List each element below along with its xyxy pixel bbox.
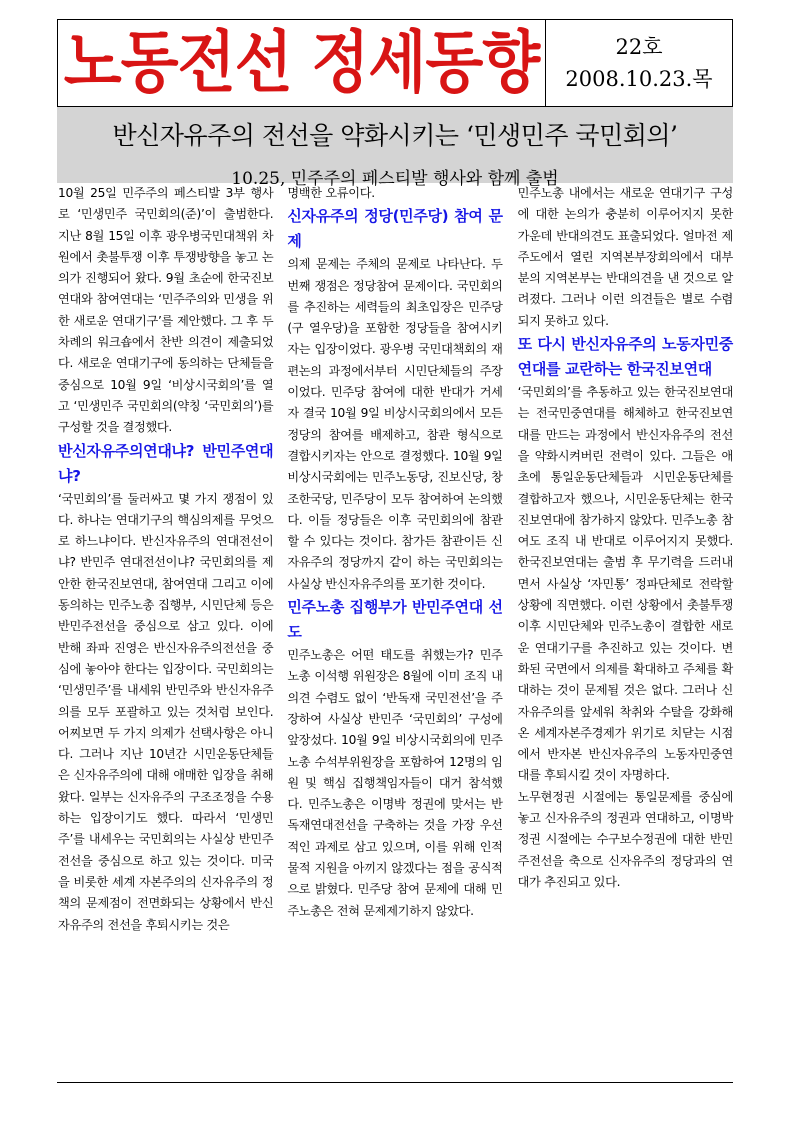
- newsletter-title-text: 노동전선 정세동향: [63, 23, 540, 103]
- issue-info: [546, 20, 732, 106]
- issue-date: 2008.10.23.목: [565, 67, 713, 91]
- paragraph: 10월 25일 민주주의 페스티발 3부 행사로 ‘민생민주 국민회의(준)’이 출범한다. 지난 8월 15일 이후 광우병국민대책위 차원에서 촛불투쟁 이후 투쟁방향을 놓고 논의가 진행되어 왔다. 9월 초순에 한국진보연대와 참여연대는 ‘민주주의와 민생을 위한 새로운 연대기구’를 제안했다. 그 후 두 차례의 워크숍에서 찬반 의견이 제출되었다. 새로운 연대기구에 동의하는 단체들을 중심으로 10월 9일 ‘비상시국회의’를 열고 ‘민생민주 국민회의(약칭 ‘국민회의’)를 구성할 것을 결정했다.: [58, 186, 274, 435]
- paragraph: 의제 문제는 주체의 문제로 나타난다. 두 번째 쟁점은 정당참여 문제이다. 국민회의를 추진하는 세력들의 최초입장은 민주당(구 열우당)을 포함한 정당들을 참여시키자는 입장이었다. 광우병 국민대책회의 재편논의 과정에서부터 시민단체들의 주장이었다. 민주당 참여에 대한 반대가 거세자 결국 10월 9일 비상시국회의에서 모든 정당의 참여를 배제하고, 참관 형식으로 결합시키자는 안으로 결정했다. 10월 9일 비상시국회에는 민주노동당, 진보신당, 창조한국당, 민주당이 모두 참여하여 논의했다. 이들 정당들은 이후 국민회의에 참관할 수 있다는 것이다. 참가든 참관이든 신자유주의 정당까지 같이 하는 국민회의는 사실상 반신자유주의를 포기한 것이다.: [287, 257, 503, 591]
- bottom-rule: [57, 1082, 733, 1083]
- section-heading: 신자유주의 정당(민주당) 참여 문제: [287, 207, 503, 251]
- headline-banner: [57, 107, 733, 189]
- column-3: [518, 183, 733, 936]
- paragraph: 민주노총은 어떤 태도를 취했는가? 민주노총 이석행 위원장은 8월에 이미 조직 내 의견 수렴도 없이 ‘반독재 국민전선’을 주장하여 사실상 반민주 ‘국민회의’ 구성에 앞장섰다. 10월 9일 비상시국회의에 민주노총 수석부위원장을 포함하여 12명의 임원 및 핵심 집행책임자들이 대거 참석했다. 민주노총은 이명박 정권에 맞서는 반독재연대전선을 구축하는 것을 가장 우선적인 과제로 삼고 있으며, 이를 위해 인적 물적 지원을 아끼지 않겠다는 점을 공식적으로 밝혔다. 민주당 참여 문제에 대해 민주노총은 전혀 문제제기하지 않았다.: [287, 648, 503, 918]
- article-body: [57, 183, 733, 936]
- column-1: [58, 183, 273, 936]
- issue-number: 22호: [615, 35, 663, 59]
- paragraph: ‘국민회의’를 추동하고 있는 한국진보연대는 전국민중연대를 해체하고 한국진보연대를 만드는 과정에서 반신자유주의 전선을 약화시켜버린 전력이 있다. 그들은 애초에 통일운동단체들과 시민운동단체를 결합하고자 했으나, 시민운동단체는 한국진보연대에 참가하지 않았다. 민주노총 참여도 조직 내 반대로 이루어지지 못했다. 한국진보연대는 출범 후 무기력을 드러내면서 사실상 ‘자민통’ 정파단체로 전락할 상황에 직면했다. 이런 상황에서 촛불투쟁 이후 시민단체와 민주노총이 결합한 새로운 연대기구를 추진하고 있는 것이다. 변화된 국면에서 의제를 확대하고 주체를 확대하는 것이 문제될 것은 없다. 그러나 신자유주의를 앞세워 착취와 수탈을 강화해 온 세계자본주경제가 위기로 치닫는 시점에서 반자본 반신자유주의 노동자민중연대를 후퇴시킬 것이 자명하다.: [517, 385, 733, 783]
- paragraph: 명백한 오류이다.: [287, 186, 375, 200]
- masthead: [57, 19, 733, 107]
- section-heading: 민주노총 집행부가 반민주연대 선도: [287, 598, 503, 642]
- section-heading: 또 다시 반신자유주의 노동자민중연대를 교란하는 한국진보연대: [517, 335, 733, 379]
- paragraph: 노무현정권 시절에는 통일문제를 중심에 놓고 신자유주의 정권과 연대하고, 이명박정권 시절에는 수구보수정권에 대한 반민주전선을 축으로 신자유주의 정당과의 연대가 추진되고 있다.: [517, 789, 733, 889]
- newsletter-title: [58, 20, 546, 106]
- paragraph: 민주노총 내에서는 새로운 연대기구 구성에 대한 논의가 충분히 이루어지지 못한 가운데 반대의견도 표출되었다. 얼마전 제주도에서 열린 지역본부장회의에서 대부분의 지역본부는 반대의견을 낸 것으로 알려졌다. 그러나 이런 의견들은 별로 수렴되지 못하고 있다.: [517, 186, 733, 328]
- column-2: [287, 183, 502, 936]
- section-heading: 반신자유주의연대냐? 반민주연대냐?: [58, 441, 274, 485]
- article-headline: 반신자유주의 전선을 약화시키는 ‘민생민주 국민회의’: [112, 121, 678, 150]
- article-subheadline: 10.25, 민주주의 페스티발 행사와 함께 출범: [231, 169, 559, 189]
- paragraph: ‘국민회의’를 둘러싸고 몇 가지 쟁점이 있다. 하나는 연대기구의 핵심의제를 무엇으로 하느냐이다. 반신자유주의 연대전선이냐? 반민주 연대전선이냐? 국민회의를 제안한 한국진보연대, 참여연대 그리고 이에 동의하는 민주노총 집행부, 시민단체 등은 반민주전선을 중심으로 삼고 있다. 이에 반해 좌파 진영은 반신자유주의전선을 중심에 놓아야 한다는 입장이다. 국민회의는 ‘민생민주’를 내세워 반민주와 반신자유주의를 모두 포괄하고 있는 것처럼 보인다. 어찌보면 두 가지 의제가 선택사항은 아니다. 그러나 지난 10년간 시민운동단체들은 신자유주의에 대해 애매한 입장을 취해 왔다. 일부는 신자유주의 구조조정을 수용하는 입장이기도 했다. 따라서 ‘민생민주’를 내세우는 국민회의는 사실상 반민주전선을 중심으로 하고 있는 것이다. 미국을 비롯한 세계 자본주의의 신자유주의 정책의 문제점이 전면화되는 상황에서 반신자유주의 전선을 후퇴시키는 것은: [58, 491, 274, 932]
